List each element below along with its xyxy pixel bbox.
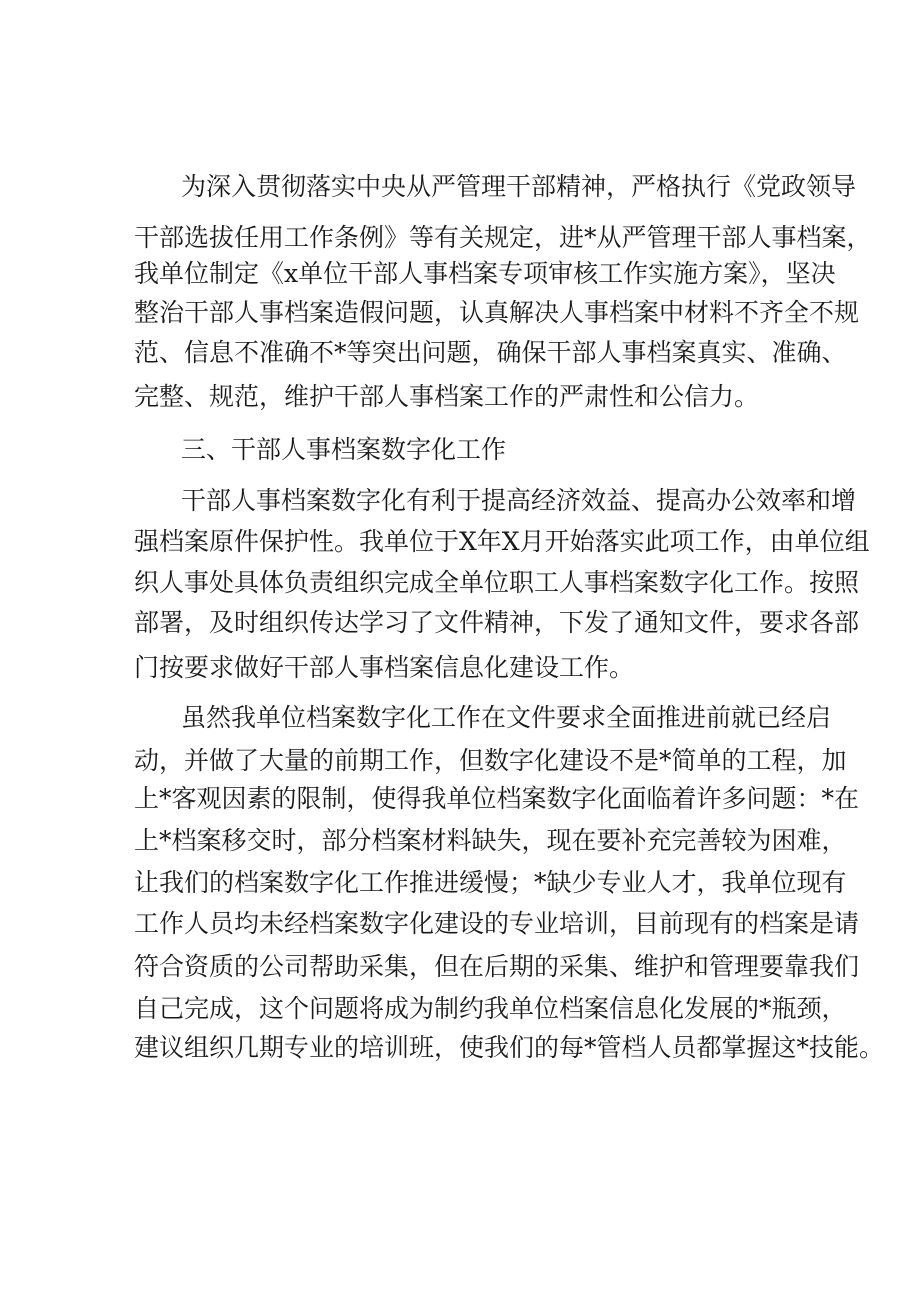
text-line: 为深入贯彻落实中央从严管理干部精神，严格执行《党政领导	[181, 172, 857, 201]
text-line: 上*客观因素的限制，使得我单位档案数字化面临着许多问题：*在	[134, 784, 860, 813]
text-line: 范、信息不准确不*等突出问题，确保干部人事档案真实、准确、	[134, 338, 847, 367]
text-line: 整治干部人事档案造假问题，认真解决人事档案中材料不齐全不规	[134, 298, 860, 327]
text-line: 我单位制定《x单位干部人事档案专项审核工作实施方案》，坚决	[134, 259, 836, 288]
text-line: 部署，及时组织传达学习了文件精神，下发了通知文件，要求各部	[134, 608, 860, 637]
text-line: 动，并做了大量的前期工作，但数字化建设不是*简单的工程，加	[134, 746, 847, 775]
text-line: 门按要求做好干部人事档案信息化建设工作。	[134, 653, 635, 682]
text-line: 让我们的档案数字化工作推进缓慢；*缺少专业人才，我单位现有	[134, 868, 847, 897]
text-line: 虽然我单位档案数字化工作在文件要求全面推进前就已经启	[181, 703, 832, 732]
text-line: 强档案原件保护性。我单位于X年X月开始落实此项工作，由单位组	[134, 527, 870, 556]
text-line: 干部选拔任用工作条例》等有关规定，进*从严管理干部人事档案，	[134, 223, 872, 252]
text-line: 完整、规范，维护干部人事档案工作的严肃性和公信力。	[134, 382, 760, 411]
text-line: 干部人事档案数字化有利于提高经济效益、提高办公效率和增	[181, 486, 857, 515]
text-line: 自己完成，这个问题将成为制约我单位档案信息化发展的*瓶颈，	[134, 994, 847, 1023]
section-heading: 三、干部人事档案数字化工作	[181, 435, 507, 464]
text-line: 工作人员均未经档案数字化建设的专业培训，目前现有的档案是请	[134, 909, 860, 938]
text-line: 符合资质的公司帮助采集，但在后期的采集、维护和管理要靠我们	[134, 952, 860, 981]
text-line: 建议组织几期专业的培训班，使我们的每*管档人员都掌握这*技能。	[134, 1033, 885, 1062]
text-line: 上*档案移交时，部分档案材料缺失，现在要补充完善较为困难，	[134, 826, 847, 855]
text-line: 织人事处具体负责组织完成全单位职工人事档案数字化工作。按照	[134, 568, 860, 597]
